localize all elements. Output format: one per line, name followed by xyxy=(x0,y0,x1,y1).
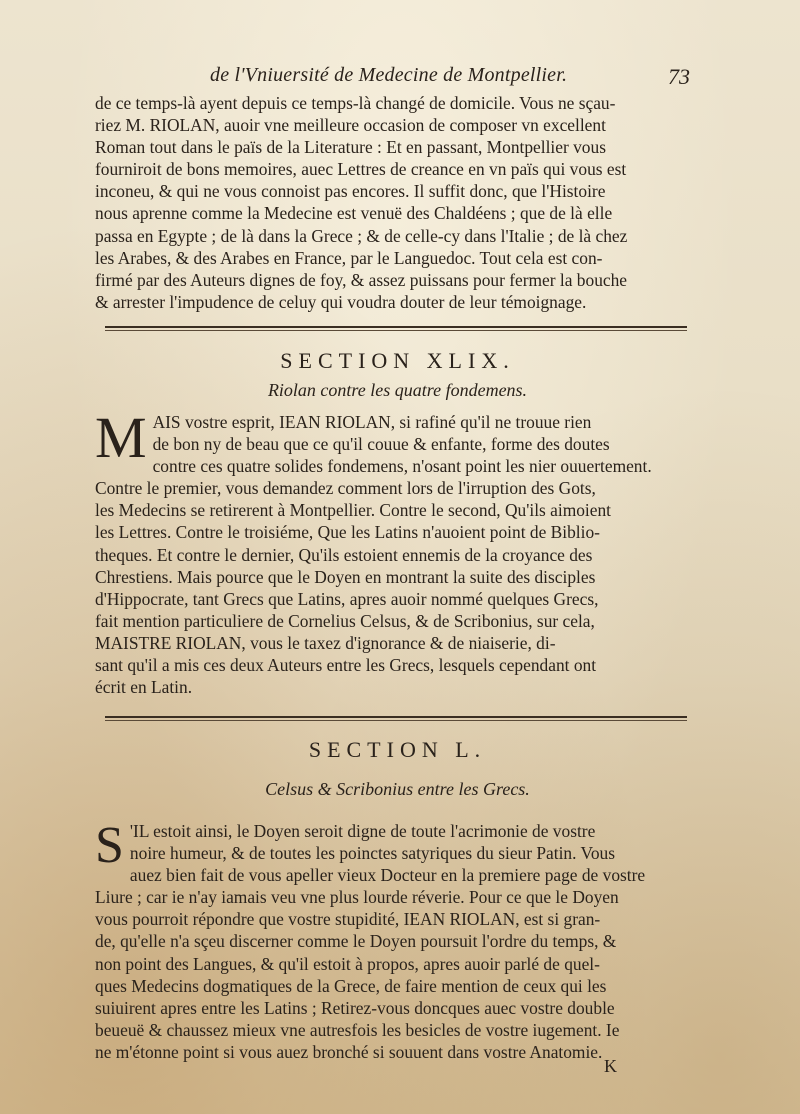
drop-cap: M xyxy=(95,405,147,470)
text-line: d'Hippocrate, tant Grecs que Latins, apres auoir nommé quelques Grecs, xyxy=(95,588,599,609)
section-subtitle: Riolan contre les quatre fondemens. xyxy=(267,380,528,400)
section-49-paragraph xyxy=(95,405,700,698)
text-line: fourniroit de bons memoires, auec Lettres de creance en vn païs qui vous est xyxy=(95,159,627,180)
section-subtitle: Celsus & Scribonius entre les Grecs. xyxy=(265,779,530,799)
text-line: les Lettres. Contre le troisiéme, Que les Latins n'auoient point de Biblio- xyxy=(95,522,600,543)
text-line: suiuirent apres entre les Latins ; Retirez-vous doncques auec vostre double xyxy=(95,997,615,1018)
section-divider xyxy=(105,716,687,718)
text-line: passa en Egypte ; de là dans la Grece ; & de celle-cy dans l'Italie ; de là chez xyxy=(95,225,628,246)
text-line: AIS vostre esprit, IEAN RIOLAN, si rafiné qu'il ne trouue rien xyxy=(152,412,592,432)
running-head: de l'Vniuersité de Medecine de Montpellier. xyxy=(210,64,568,86)
signature-mark: K xyxy=(604,1056,617,1076)
text-line: Contre le premier, vous demandez comment lors de l'irruption des Gots, xyxy=(95,478,596,499)
text-line: écrit en Latin. xyxy=(95,677,193,698)
section-50-paragraph xyxy=(95,817,700,1063)
text-line: auez bien fait de vous apeller vieux Docteur en la premiere page de vostre xyxy=(129,865,646,886)
page-number: 73 xyxy=(668,64,690,89)
text-line: Liure ; car ie n'ay iamais veu vne plus lourde réverie. Pour ce que le Doyen xyxy=(95,887,619,908)
section-title: SECTION L. xyxy=(308,737,487,762)
text-line: contre ces quatre solides fondemens, n'osant point les nier ouuertement. xyxy=(152,456,652,477)
text-line: theques. Et contre le dernier, Qu'ils estoient ennemis de la croyance des xyxy=(95,544,593,565)
text-line: de bon ny de beau que ce qu'il couue & enfante, forme des doutes xyxy=(152,434,610,455)
text-line: noire humeur, & de toutes les poinctes satyriques du sieur Patin. Vous xyxy=(129,843,615,864)
section-divider xyxy=(105,326,687,328)
text-line: beueuë & chaussez mieux vne autresfois les besicles de vostre iugement. Ie xyxy=(95,1019,620,1040)
text-line: 'IL estoit ainsi, le Doyen seroit digne de toute l'acrimonie de vostre xyxy=(129,821,596,841)
text-line: MAISTRE RIOLAN, vous le taxez d'ignorance & de niaiserie, di- xyxy=(95,632,556,653)
text-line: Roman tout dans le païs de la Literature : Et en passant, Montpellier vous xyxy=(95,137,606,158)
drop-cap: S xyxy=(95,817,124,874)
section-title: SECTION XLIX. xyxy=(280,348,515,373)
text-line: Chrestiens. Mais pource que le Doyen en montrant la suite des disciples xyxy=(95,566,596,587)
text-line: de ce temps-là ayent depuis ce temps-là changé de domicile. Vous ne sçau- xyxy=(95,93,616,113)
text-line: ques Medecins dogmatiques de la Grece, de faire mention de ceux qui les xyxy=(95,975,607,996)
text-line: non point des Langues, & qu'il estoit à propos, apres auoir parlé de quel- xyxy=(95,953,600,974)
text-line: inconeu, & qui ne vous connoist pas encores. Il suffit donc, que l'Histoire xyxy=(95,181,606,202)
text-line: & arrester l'impudence de celuy qui voudra douter de leur témoignage. xyxy=(95,291,587,312)
text-line: sant qu'il a mis ces deux Auteurs entre les Grecs, lesquels cependant ont xyxy=(95,655,597,676)
text-line: fait mention particuliere de Cornelius Celsus, & de Scribonius, sur cela, xyxy=(95,610,595,631)
opening-paragraph xyxy=(95,92,700,313)
text-line: vous pourroit répondre que vostre stupidité, IEAN RIOLAN, est si gran- xyxy=(95,909,601,930)
text-line: nous aprenne comme la Medecine est venuë des Chaldéens ; que de là elle xyxy=(95,203,613,224)
text-line: ne m'étonne point si vous auez bronché si souuent dans vostre Anatomie. xyxy=(95,1041,603,1062)
text-line: firmé par des Auteurs dignes de foy, & assez puissans pour fermer la bouche xyxy=(95,269,628,290)
text-line: les Medecins se retirerent à Montpellier. Contre le second, Qu'ils aimoient xyxy=(95,500,612,521)
text-line: les Arabes, & des Arabes en France, par le Languedoc. Tout cela est con- xyxy=(95,247,603,268)
text-line: de, qu'elle n'a sçeu discerner comme le Doyen poursuit l'ordre du temps, & xyxy=(95,931,617,952)
text-line: riez M. RIOLAN, auoir vne meilleure occasion de composer vn excellent xyxy=(95,115,606,136)
